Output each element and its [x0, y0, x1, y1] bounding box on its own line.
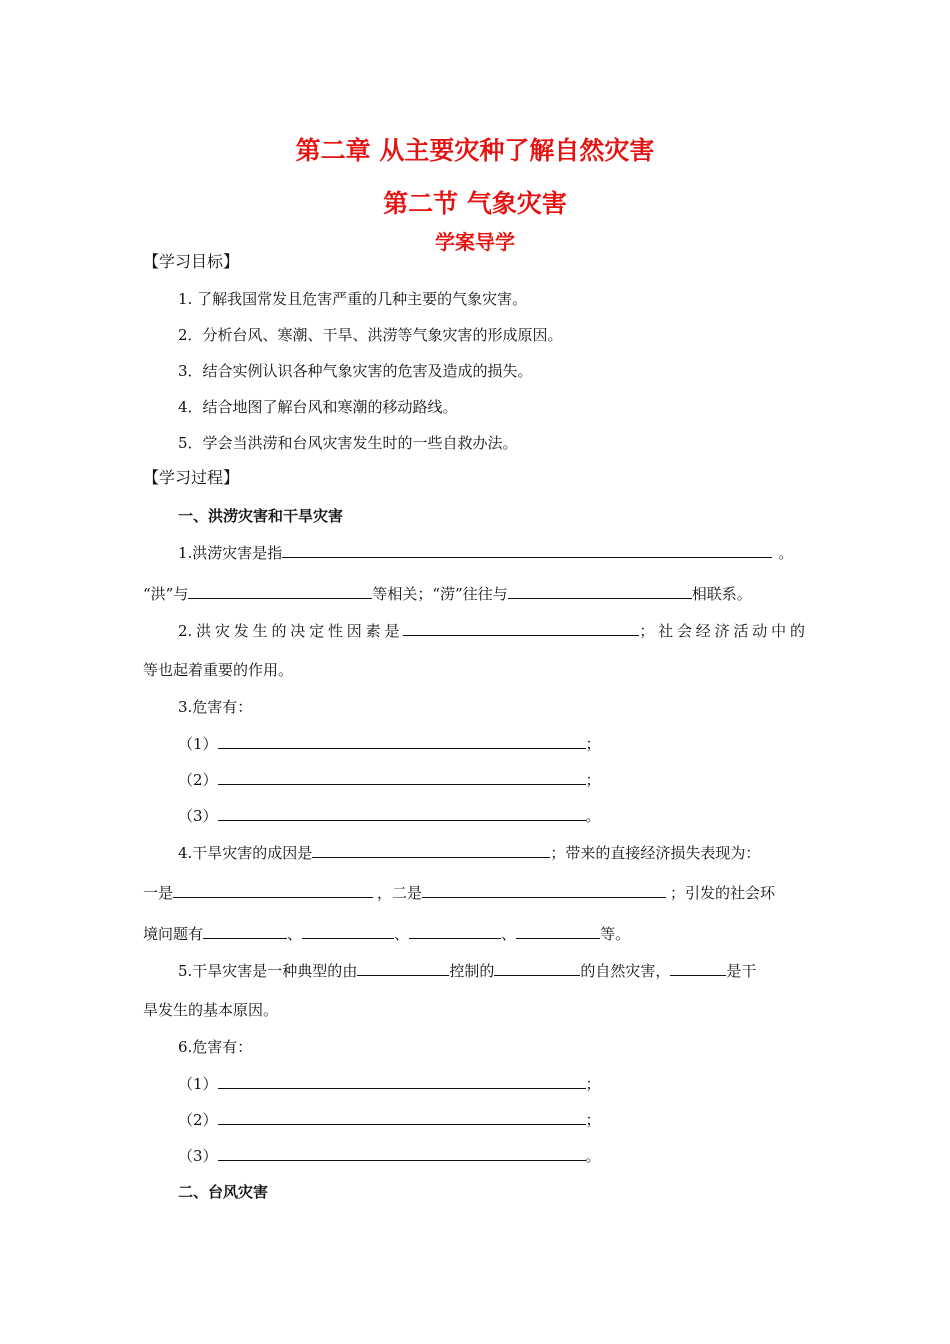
answer-blank[interactable] [203, 923, 287, 939]
objective-item: 3．结合实例认识各种气象灾害的危害及造成的损失。 [178, 362, 533, 380]
answer-blank[interactable] [218, 1145, 586, 1161]
question-2-cont: 等也起着重要的作用。 [143, 661, 294, 679]
list-item: （2） ； [178, 771, 601, 789]
chapter-title: 第二章 从主要灾种了解自然灾害 [295, 136, 655, 165]
question-4-cont2: 境问题有 、 、 、 等。 [143, 925, 631, 943]
question-1: 1.洪涝灾害是指 。 [178, 544, 794, 562]
answer-blank[interactable] [218, 769, 586, 785]
question-3: 3.危害有： [178, 698, 253, 716]
objective-item: 2．分析台风、寒潮、干旱、洪涝等气象灾害的形成原因。 [178, 326, 563, 344]
part1-heading: 一、洪涝灾害和干旱灾害 [178, 507, 344, 525]
question-1-cont: “洪”与 等相关；“涝”往往与 相联系。 [143, 585, 752, 603]
answer-blank[interactable] [403, 620, 639, 636]
list-item: （3） 。 [178, 1147, 601, 1165]
subtitle: 学案导学 [435, 230, 515, 254]
answer-blank[interactable] [302, 923, 394, 939]
answer-blank[interactable] [173, 882, 373, 898]
answer-blank[interactable] [516, 923, 600, 939]
question-4: 4.干旱灾害的成因是 ；带来的直接经济损失表现为： [178, 844, 761, 862]
part2-heading: 二、台风灾害 [178, 1183, 269, 1201]
list-item: （3） 。 [178, 807, 601, 825]
objective-item: 4．结合地图了解台风和寒潮的移动路线。 [178, 398, 458, 416]
answer-blank[interactable] [218, 1109, 586, 1125]
answer-blank[interactable] [670, 960, 726, 976]
objective-item: 1. 了解我国常发且危害严重的几种主要的气象灾害。 [178, 290, 528, 308]
list-item: （1） ； [178, 1075, 601, 1093]
answer-blank[interactable] [218, 733, 586, 749]
answer-blank[interactable] [312, 842, 550, 858]
answer-blank[interactable] [422, 882, 666, 898]
question-6: 6.危害有： [178, 1038, 253, 1056]
answer-blank[interactable] [409, 923, 501, 939]
answer-blank[interactable] [218, 805, 586, 821]
answer-blank[interactable] [188, 583, 372, 599]
objective-item: 5．学会当洪涝和台风灾害发生时的一些自救办法。 [178, 434, 518, 452]
answer-blank[interactable] [508, 583, 692, 599]
answer-blank[interactable] [357, 960, 449, 976]
process-heading: 【学习过程】 [143, 468, 240, 487]
question-5-cont: 旱发生的基本原因。 [143, 1001, 279, 1019]
question-2: 2.洪灾发生的决定性因素是 ；社会经济活动中的 [178, 622, 805, 640]
question-4-cont: 一是 ，二是 ；引发的社会环 [143, 884, 776, 902]
section-title: 第二节 气象灾害 [383, 189, 567, 218]
answer-blank[interactable] [494, 960, 580, 976]
answer-blank[interactable] [218, 1073, 586, 1089]
objectives-heading: 【学习目标】 [143, 252, 240, 271]
list-item: （2） ； [178, 1111, 601, 1129]
question-5: 5.干旱灾害是一种典型的由 控制的 的自然灾害， 是干 [178, 962, 757, 980]
list-item: （1） ； [178, 735, 601, 753]
answer-blank[interactable] [282, 542, 772, 558]
